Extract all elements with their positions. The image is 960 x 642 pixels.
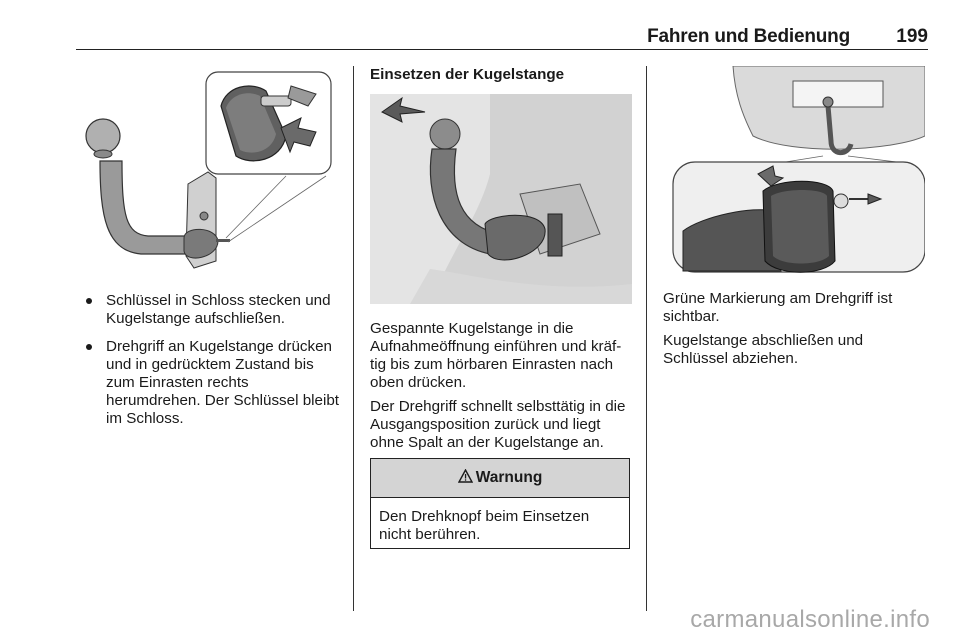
warning-text: Den Drehknopf beim Einsetzen nicht berühren.: [379, 508, 590, 543]
illustration-insert-bar-svg: [370, 94, 632, 304]
column-divider-right: [646, 66, 647, 611]
list-item-text: Schlüssel in Schloss stecken und Kugelstange aufschließen.: [106, 292, 331, 327]
illustration-key-lock-svg: [76, 66, 338, 276]
paragraph: Der Drehgriff schnellt selbsttätig in die Ausgangsposition zurück und liegt ohne Spalt an der Kugelstange an.: [370, 398, 626, 451]
warning-title: Warnung: [475, 469, 543, 486]
bullet-dot: [86, 298, 92, 304]
right-text: [663, 290, 929, 374]
paragraph: Grüne Markierung am Drehgriff ist sichtbar.: [663, 290, 893, 325]
illustration-lock-detail-svg: [663, 66, 925, 276]
section-title: Einsetzen der Kugelstange: [370, 66, 565, 83]
warning-box: [370, 458, 630, 549]
page-number: 199: [896, 26, 928, 47]
middle-text: [370, 320, 636, 458]
paragraph: Kugelstange abschließen und Schlüssel abziehen.: [663, 332, 864, 367]
list-item: [76, 338, 344, 428]
list-item: [76, 292, 344, 328]
illustration-insert-bar: [370, 94, 632, 304]
header-title: Fahren und Bedienung: [647, 26, 850, 47]
bullet-dot: [86, 344, 92, 350]
instruction-list: [76, 292, 344, 438]
illustration-lock-detail: [663, 66, 925, 276]
illustration-key-lock: [76, 66, 338, 276]
list-item-text: Drehgriff an Kugelstange drücken und in gedrücktem Zustand bis zum Einrasten rechts herumdrehen. Der Schlüssel bleibt im Schloss.: [106, 338, 339, 427]
column-divider-left: [353, 66, 354, 611]
watermark: carmanualsonline.info: [690, 606, 930, 633]
page-header: [76, 26, 928, 50]
warning-triangle-icon: [458, 469, 473, 488]
header-rule: [76, 49, 928, 50]
warning-header: [371, 459, 629, 498]
paragraph: Gespannte Kugelstange in die Aufnahmeöffnung einführen und kräf-tig bis zum hörbaren Einrasten nach oben drücken.: [370, 320, 622, 391]
